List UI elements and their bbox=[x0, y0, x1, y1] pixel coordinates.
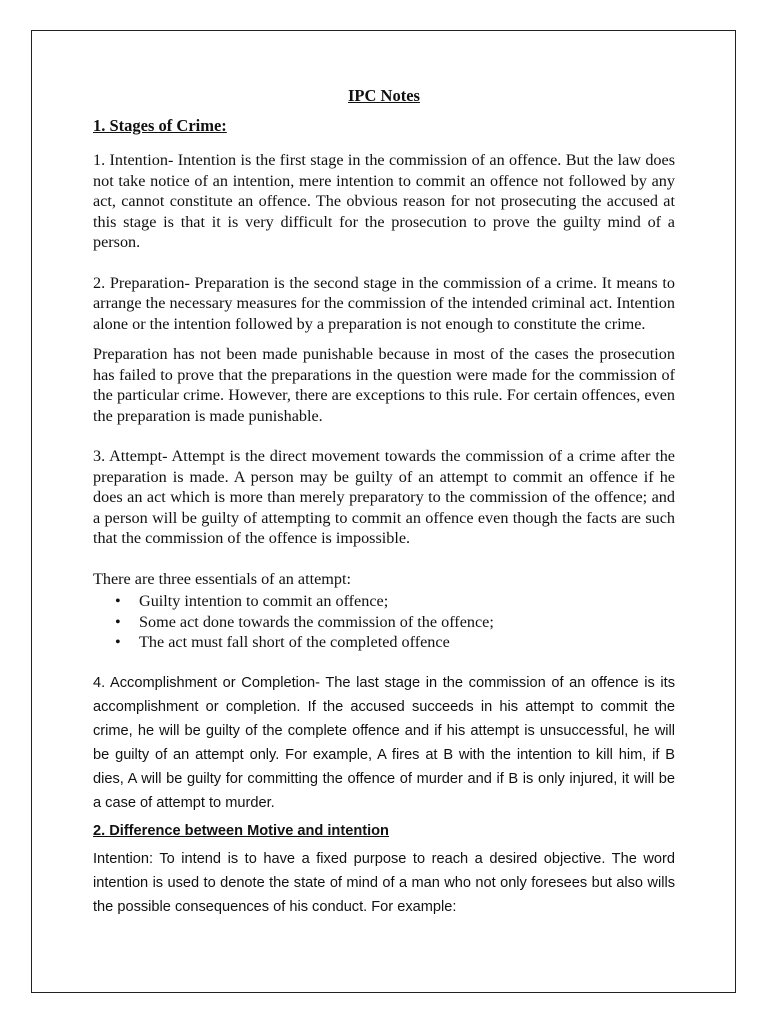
list-item-text: The act must fall short of the completed offence bbox=[139, 633, 450, 651]
document-body bbox=[93, 86, 675, 919]
paragraph-accomplishment: 4. Accomplishment or Completion- The last stage in the commission of an offence is its accomplishment or completion. If the accused succeeds in his attempt to commit the crime, he will be guilty of the complete offence and if his attempt is unsuccessful, he will be guilty of an attempt only. For example, A fires at B with the intention to kill him, if B dies, A will be guilty for committing the offence of murder and if B is only injured, it will be a case of attempt to murder. bbox=[93, 674, 675, 811]
bullet-icon: • bbox=[115, 612, 121, 631]
list-item bbox=[115, 591, 675, 612]
paragraph-intention: 1. Intention- Intention is the first stage in the commission of an offence. But the law does not take notice of an intention, mere intention to commit an offence not followed by any act, cannot constitute an offence. The obvious reason for not prosecuting the accused at this stage is that it is very difficult for the prosecution to prove the guilty mind of a person. bbox=[93, 151, 675, 251]
bullet-icon: • bbox=[115, 592, 121, 610]
list-item bbox=[115, 612, 675, 633]
document-title: IPC Notes bbox=[348, 86, 420, 105]
list-item-text: Some act done towards the commission of the offence; bbox=[139, 612, 494, 631]
bullet-icon: • bbox=[115, 633, 121, 651]
paragraph-preparation: 2. Preparation- Preparation is the second stage in the commission of a crime. It means to arrange the necessary measures for the commission of the intended criminal act. Intention alone or the intention followed by a preparation is not enough to constitute the crime. bbox=[93, 273, 675, 333]
paragraph-attempt: 3. Attempt- Attempt is the direct movement towards the commission of a crime after the preparation is made. A person may be guilty of an attempt to commit an offence if he does an act which is more than merely preparatory to the commission of the offence; and a person will be guilty of attempting to commit an offence even though the facts are such that the commission of the offence is impossible. bbox=[93, 447, 675, 547]
essentials-list bbox=[93, 591, 675, 653]
paragraph-preparation-note: Preparation has not been made punishable because in most of the cases the prosecution has failed to prove that the preparations in the question were made for the commission of the particular crime. However, there are exceptions to this rule. For certain offences, even the preparation is made punishable. bbox=[93, 345, 675, 425]
section-heading-motive-intention: 2. Difference between Motive and intention bbox=[93, 822, 389, 839]
list-item bbox=[115, 632, 675, 653]
paragraph-intention-definition: Intention: To intend is to have a fixed purpose to reach a desired objective. The word intention is used to denote the state of mind of a man who not only foresees but also wills the possible consequences of his conduct. For example: bbox=[93, 850, 675, 915]
paragraph-essentials-intro: There are three essentials of an attempt: bbox=[93, 569, 351, 588]
list-item-text: Guilty intention to commit an offence; bbox=[139, 592, 389, 610]
section-heading-stages-of-crime: 1. Stages of Crime: bbox=[93, 116, 227, 135]
